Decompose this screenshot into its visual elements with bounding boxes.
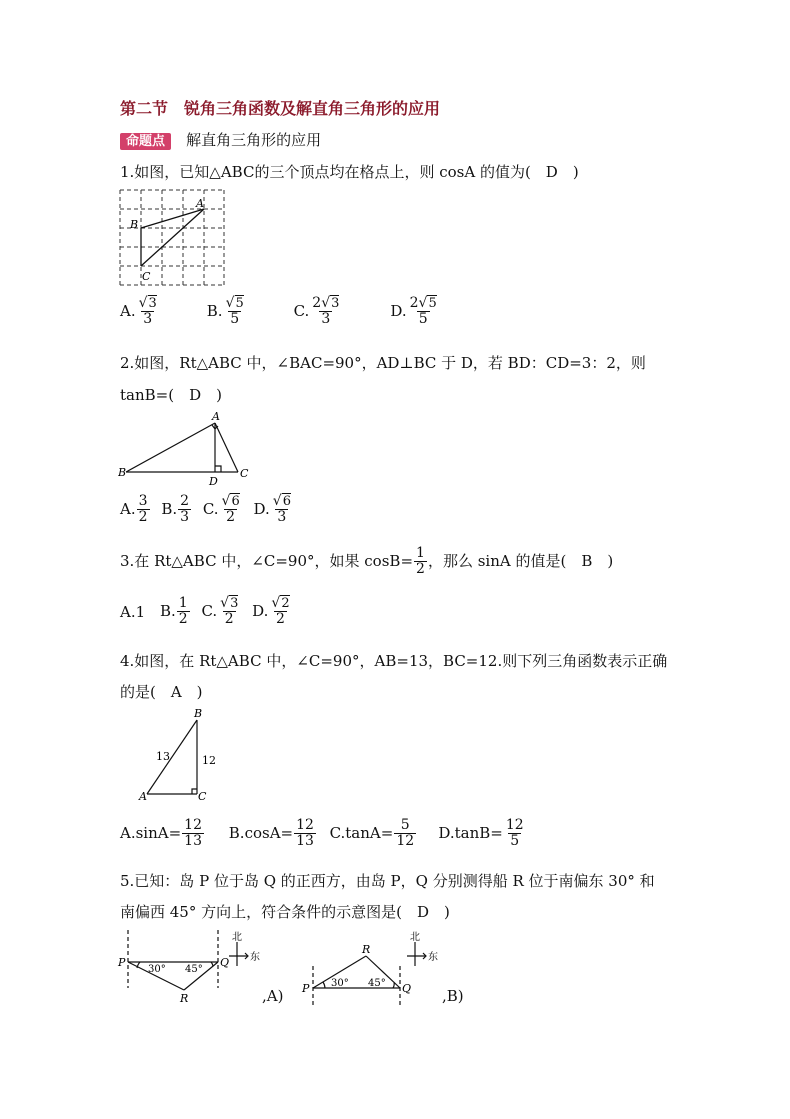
q4-label-b: B xyxy=(194,707,203,720)
q2-option-a-fraction xyxy=(137,494,150,526)
q1-option-d-denominator: 5 xyxy=(418,311,428,328)
question-5-figure-b xyxy=(298,926,448,1008)
q1-option-c-coefficient: 2 xyxy=(312,295,322,311)
q5b-angle-30: 30° xyxy=(331,978,349,989)
q2-option-b[interactable] xyxy=(161,493,192,526)
q1-option-d-fraction: $\frac{2√5}{5}$ xyxy=(409,295,437,328)
q5-caption-a: ,A) xyxy=(262,987,284,1005)
q2-option-c-fraction: $\frac{√6}{2}$ xyxy=(221,493,240,526)
q5b-label-q: Q xyxy=(402,982,412,995)
q3-option-c-denominator: 2 xyxy=(224,611,234,628)
q5b-angle-45: 45° xyxy=(368,978,386,989)
q1-option-a-radicand: 3 xyxy=(148,296,157,311)
q5a-compass-icon xyxy=(229,942,248,966)
q3-option-b-prefix: B. xyxy=(159,601,176,620)
q3-cosb-fraction xyxy=(414,546,427,578)
q3-option-d-fraction: $\frac{√2}{2}$ xyxy=(271,595,290,628)
q2-option-a-numerator: 3 xyxy=(138,493,148,509)
q4-label-bc: 12 xyxy=(202,754,216,767)
q5a-label-p: P xyxy=(118,956,126,969)
q5-caption-b: ,B) xyxy=(442,987,464,1005)
q3-text-post: ，那么 sinA 的值是( B ) xyxy=(427,551,614,570)
q3-option-a-prefix: A. xyxy=(120,602,136,621)
q4-option-d-fraction xyxy=(504,818,526,850)
q2-option-a-prefix: A. xyxy=(120,499,136,518)
q4-option-b-prefix: B.cosA= xyxy=(228,823,294,842)
q2-option-b-fraction xyxy=(178,494,191,526)
q1-option-c-fraction: $\frac{2√3}{3}$ xyxy=(312,295,340,328)
q4-option-d-numerator: 12 xyxy=(505,817,524,833)
q4-label-c: C xyxy=(198,790,207,803)
q4-label-a: A xyxy=(139,790,147,803)
q3-option-a[interactable] xyxy=(120,603,145,621)
question-4-line-2: 的是( A ) xyxy=(120,683,203,701)
question-2-figure xyxy=(118,410,253,488)
q2-option-b-prefix: B. xyxy=(161,499,178,518)
q3-option-d[interactable] xyxy=(252,595,292,628)
q1-option-d[interactable] xyxy=(390,296,482,328)
q2-label-c: C xyxy=(240,467,249,480)
q4-option-a-numerator: 12 xyxy=(184,817,202,833)
q1-label-a: A xyxy=(196,197,204,210)
q5a-angle-45: 45° xyxy=(185,964,203,975)
q4-option-c[interactable] xyxy=(330,818,434,850)
q1-option-a[interactable] xyxy=(120,296,202,328)
question-2-line-1: 2.如图，Rt△ABC 中，∠BAC=90°，AD⊥BC 于 D，若 BD：CD=3：2，则 xyxy=(120,354,646,372)
q3-option-a-value: 1 xyxy=(135,602,146,621)
q4-option-d-denominator: 5 xyxy=(510,833,520,850)
q1-option-b-radicand: 5 xyxy=(235,296,244,311)
q4-option-a-fraction xyxy=(182,818,204,850)
q1-option-c-prefix: C. xyxy=(293,301,310,320)
topic-badge: 命题点 xyxy=(120,133,171,150)
q4-option-a-denominator: 13 xyxy=(184,833,202,850)
q2-option-d-radicand: 6 xyxy=(282,494,291,509)
q3-option-c-prefix: C. xyxy=(201,601,218,620)
q4-option-c-fraction xyxy=(394,818,416,850)
q1-option-a-prefix: A. xyxy=(120,301,136,320)
q4-option-a-prefix: A.sinA= xyxy=(120,823,182,842)
q2-option-d-fraction: $\frac{√6}{3}$ xyxy=(272,493,291,526)
q5b-label-p: P xyxy=(302,982,310,995)
q4-option-b[interactable] xyxy=(229,818,325,850)
q2-label-b: B xyxy=(118,466,127,479)
q5b-compass-icon xyxy=(407,942,426,966)
q3-cosb-denominator: 2 xyxy=(416,561,425,578)
q3-option-d-prefix: D. xyxy=(252,601,269,620)
q3-cosb-numerator: 1 xyxy=(416,545,425,561)
q5a-label-r: R xyxy=(180,992,189,1005)
q2-label-a: A xyxy=(212,410,220,423)
q2-option-c-denominator: 2 xyxy=(226,509,236,526)
q1-option-b-prefix: B. xyxy=(206,301,223,320)
q4-option-c-prefix: C.tanA= xyxy=(329,823,394,842)
q2-option-c[interactable] xyxy=(202,493,243,526)
badge-row xyxy=(120,129,321,150)
q3-option-c-fraction: $\frac{√3}{2}$ xyxy=(220,595,239,628)
question-4-figure xyxy=(135,704,225,804)
question-4-options xyxy=(120,818,534,850)
q5b-compass-north: 北 xyxy=(410,932,420,943)
q5a-compass-east: 东 xyxy=(250,952,260,963)
q5b-compass-east: 东 xyxy=(428,952,438,963)
q5a-label-q: Q xyxy=(220,956,230,969)
q3-option-d-denominator: 2 xyxy=(276,611,285,628)
q4-option-c-denominator: 12 xyxy=(396,833,415,850)
question-1-options xyxy=(120,296,482,328)
q5a-angle-30: 30° xyxy=(148,964,166,975)
q4-option-d-prefix: D.tanB= xyxy=(438,823,503,842)
q1-option-c[interactable] xyxy=(294,296,386,328)
question-2-options xyxy=(120,494,294,526)
question-4-line-1: 4.如图，在 Rt△ABC 中，∠C=90°，AB=13，BC=12.则下列三角函数表示正确 xyxy=(120,652,668,670)
q2-option-c-radicand: 6 xyxy=(231,494,240,509)
q4-option-c-numerator: 5 xyxy=(400,817,410,833)
q2-option-a[interactable] xyxy=(120,493,151,526)
q4-label-ab: 13 xyxy=(156,750,170,763)
question-2-line-2: tanB=( D ) xyxy=(120,386,222,404)
q1-option-b-denominator: 5 xyxy=(230,311,240,328)
q1-option-b-fraction: $\frac{√5}{5}$ xyxy=(225,295,244,328)
q2-option-b-numerator: 2 xyxy=(180,493,190,509)
q1-option-c-denominator: 3 xyxy=(321,311,331,328)
q1-option-c-radicand: 3 xyxy=(331,296,340,311)
q3-option-c[interactable] xyxy=(201,595,241,628)
q4-option-d[interactable] xyxy=(438,818,534,850)
question-3-text xyxy=(120,546,613,578)
q2-option-a-denominator: 2 xyxy=(138,509,148,526)
question-3-options xyxy=(120,596,293,628)
q3-option-d-radicand: 2 xyxy=(281,596,290,611)
q2-option-d-denominator: 3 xyxy=(277,509,287,526)
q3-text-pre: 3.在 Rt△ABC 中，∠C=90°，如果 cosB= xyxy=(120,551,414,570)
question-1-text: 1.如图，已知△ABC的三个顶点均在格点上，则 cosA 的值为( D ) xyxy=(120,163,579,181)
question-5-line-1: 5.已知：岛 P 位于岛 Q 的正西方，由岛 P，Q 分别测得船 R 位于南偏东 30° 和 xyxy=(120,872,655,890)
q2-label-d: D xyxy=(209,475,218,488)
q3-option-b-fraction xyxy=(177,596,190,628)
q1-option-a-fraction: $\frac{√3}{3}$ xyxy=(138,295,157,328)
q1-option-d-radicand: 5 xyxy=(428,296,437,311)
q4-option-a[interactable] xyxy=(120,818,224,850)
question-5-figure-a xyxy=(116,926,266,1008)
question-5-line-2: 南偏西 45° 方向上，符合条件的示意图是( D ) xyxy=(120,903,450,921)
q1-option-a-denominator: 3 xyxy=(143,311,153,328)
question-1-figure xyxy=(118,188,228,288)
q4-option-b-numerator: 12 xyxy=(296,817,314,833)
q3-option-b[interactable] xyxy=(159,595,191,628)
q1-option-b[interactable] xyxy=(207,296,289,328)
section-title: 第二节 锐角三角函数及解直角三角形的应用 xyxy=(120,99,441,118)
q1-label-b: B xyxy=(130,218,139,231)
q4-option-b-fraction xyxy=(294,818,316,850)
q1-option-d-prefix: D. xyxy=(390,301,407,320)
q2-option-c-prefix: C. xyxy=(202,499,219,518)
q1-option-d-coefficient: 2 xyxy=(409,295,419,311)
q2-option-b-denominator: 3 xyxy=(180,509,190,526)
q1-label-c: C xyxy=(142,270,151,283)
q5b-label-r: R xyxy=(362,943,371,956)
q3-option-b-numerator: 1 xyxy=(178,595,188,611)
q4-option-b-denominator: 13 xyxy=(296,833,314,850)
q2-option-d-prefix: D. xyxy=(253,499,270,518)
q2-option-d[interactable] xyxy=(253,493,294,526)
q5a-compass-north: 北 xyxy=(232,932,242,943)
subsection-title: 解直角三角形的应用 xyxy=(186,131,322,149)
q3-option-b-denominator: 2 xyxy=(178,611,188,628)
q3-option-c-radicand: 3 xyxy=(230,596,239,611)
